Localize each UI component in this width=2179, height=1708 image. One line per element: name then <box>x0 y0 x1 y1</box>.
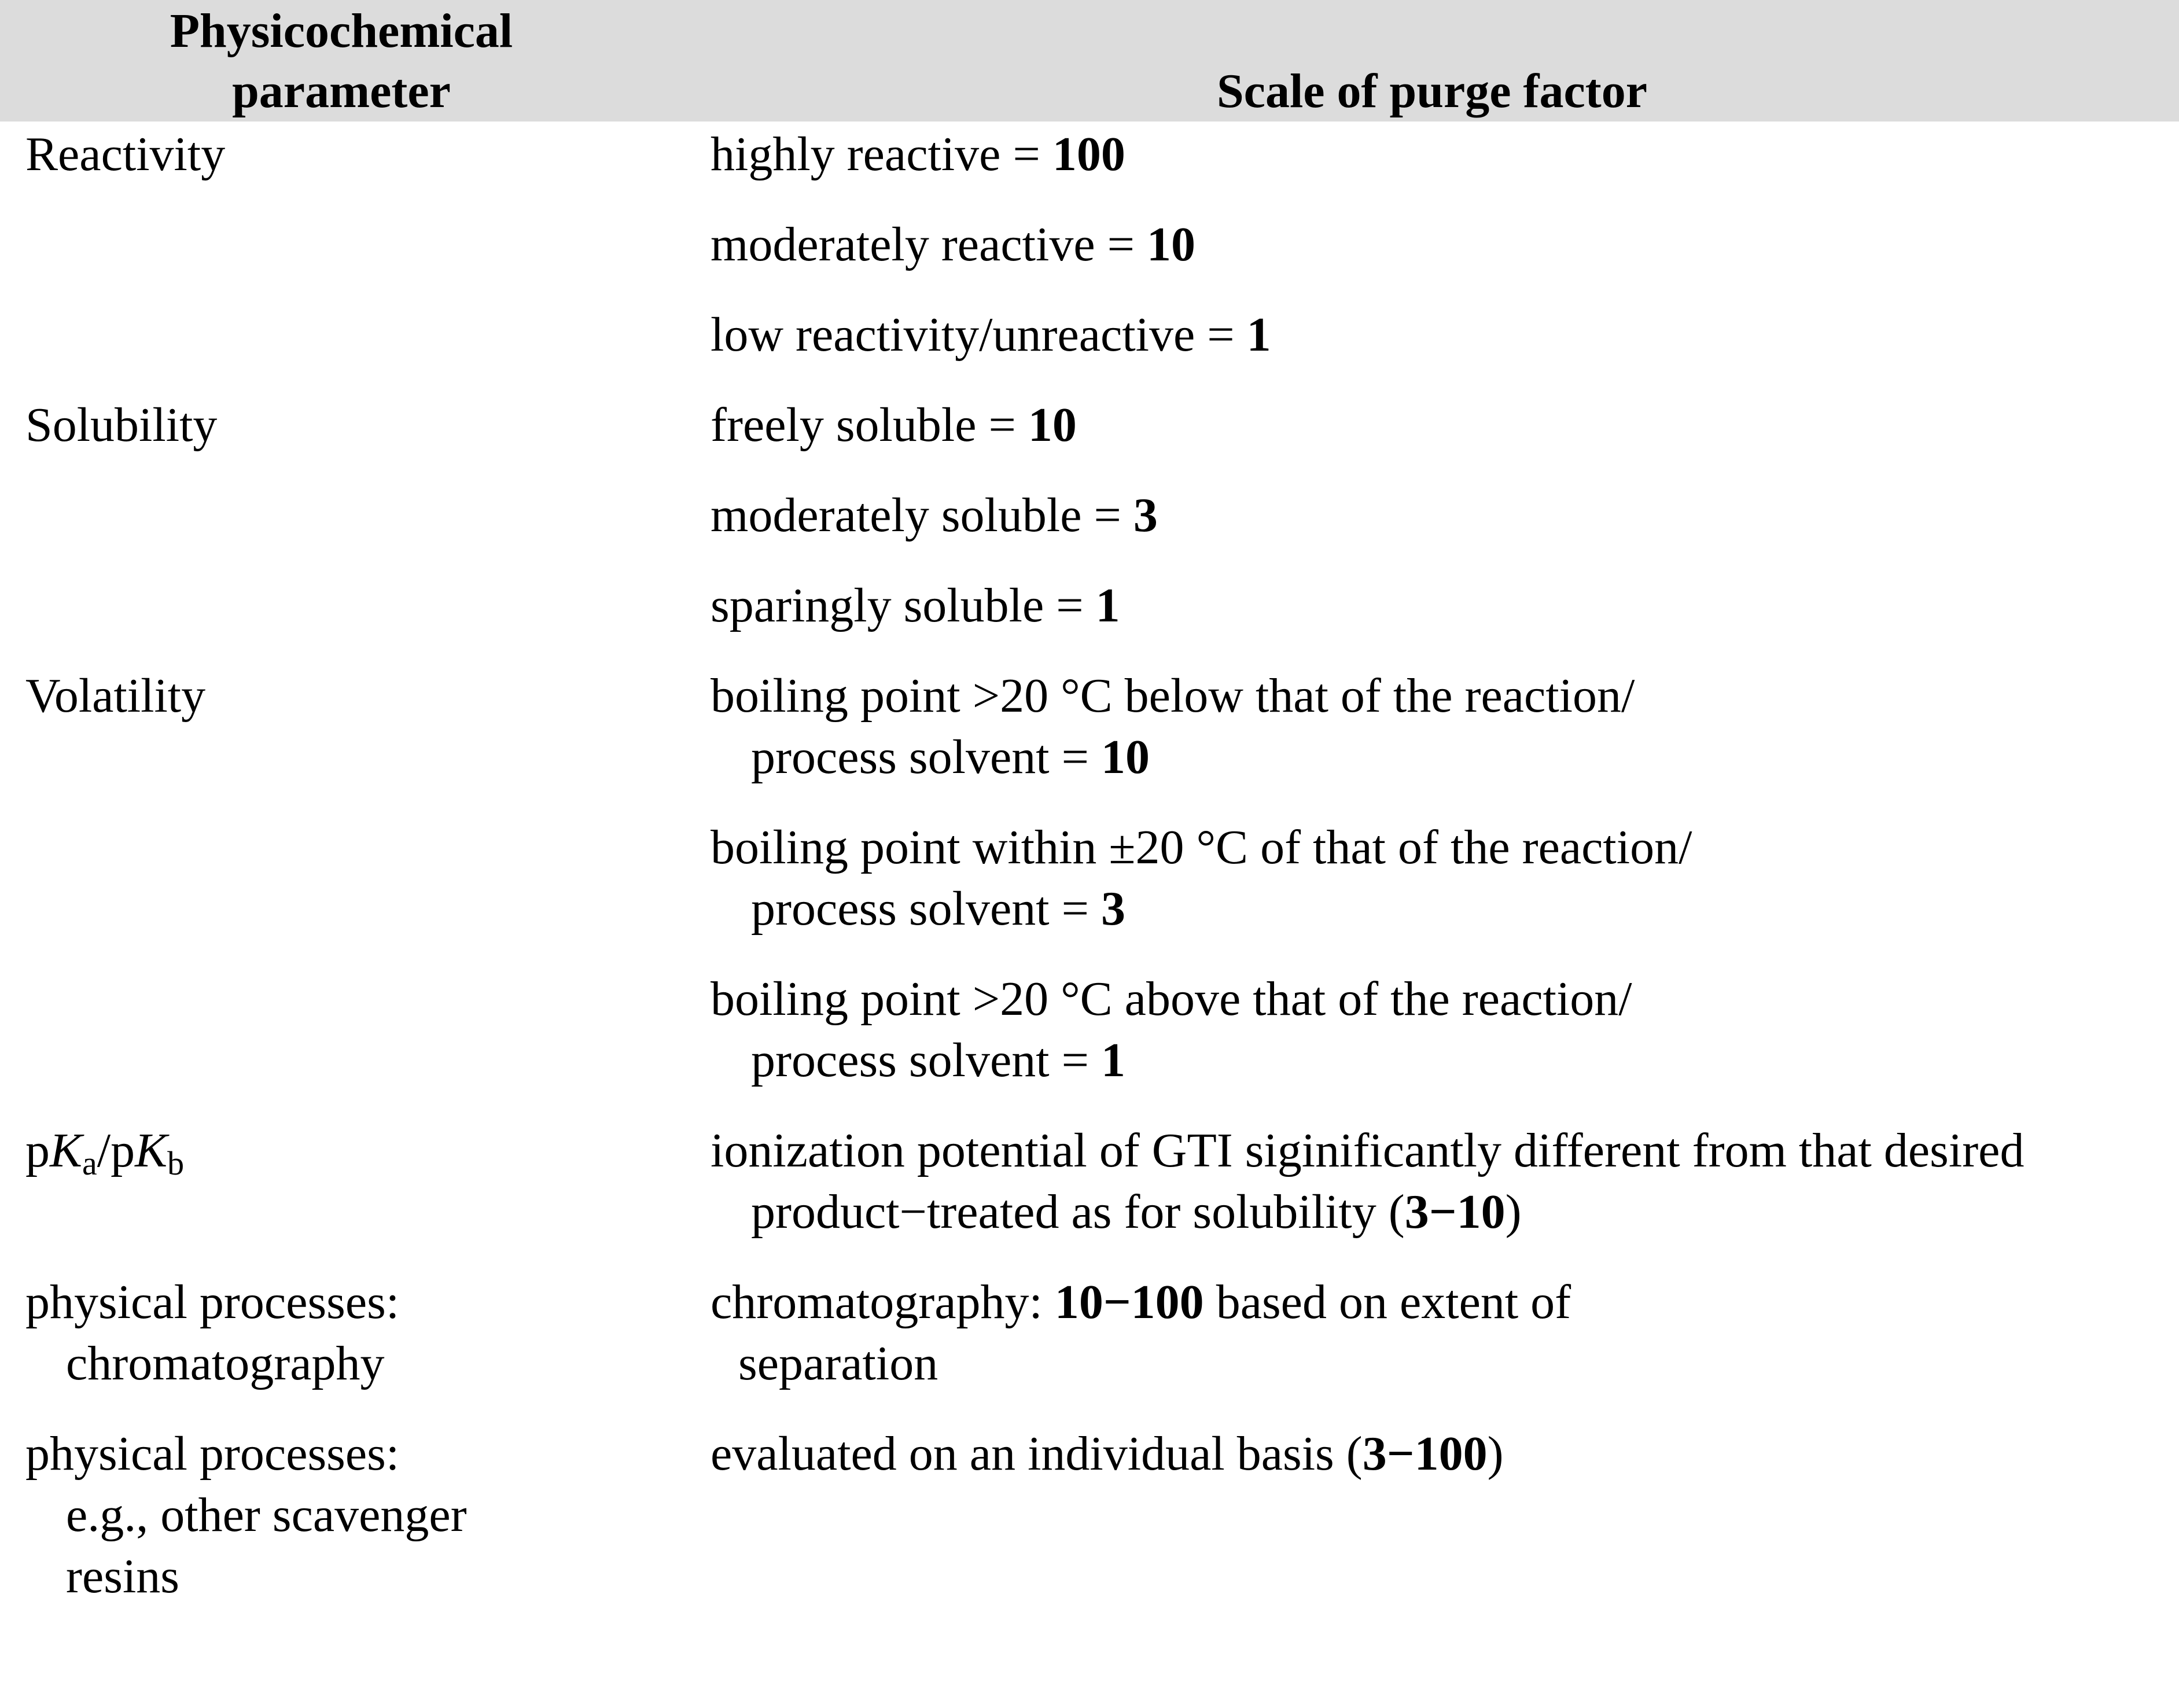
param-physical-other: physical processes: e.g., other scavenger resins <box>25 1427 467 1603</box>
param-solubility: Solubility <box>25 398 218 452</box>
param-pka-pkb: $pK_a/pK_b$ <box>25 1124 185 1182</box>
param-reactivity: Reactivity <box>25 127 226 181</box>
param-physical-chromatography: physical processes: chromatography <box>25 1275 400 1390</box>
scale-individual-basis: evaluated on an individual basis (3−100) <box>711 1427 1504 1481</box>
scale-reactivity-low: low reactivity/unreactive = 1 <box>711 308 1271 362</box>
table-header <box>0 0 2179 122</box>
scale-chromatography: chromatography: 10−100 based on extent of separation <box>711 1275 1571 1390</box>
scale-volatility-below: boiling point >20 °C below that of the reaction/ process solvent = 10 <box>711 669 1635 784</box>
header-physicochemical-parameter <box>52 1 631 122</box>
header-param-line2: parameter <box>232 64 451 118</box>
param-volatility: Volatility <box>25 669 206 723</box>
scale-solubility-moderate: moderately soluble = 3 <box>711 488 1158 542</box>
scale-solubility-free: freely soluble = 10 <box>711 398 1077 452</box>
scale-reactivity-moderate: moderately reactive = 10 <box>711 218 1195 271</box>
header-param-line1: Physicochemical <box>170 4 513 58</box>
scale-solubility-sparing: sparingly soluble = 1 <box>711 579 1120 632</box>
scale-ionization: ionization potential of GTI siginificantly different from that desired product−treated as for solubility (3−10) <box>711 1124 2025 1239</box>
scale-reactivity-high: highly reactive = 100 <box>711 127 1125 181</box>
scale-volatility-within: boiling point within ±20 °C of that of the reaction/ process solvent = 3 <box>711 820 1692 936</box>
header-scale-of-purge-factor: Scale of purge factor <box>1216 64 1648 118</box>
scale-volatility-above: boiling point >20 °C above that of the reaction/ process solvent = 1 <box>711 972 1632 1087</box>
